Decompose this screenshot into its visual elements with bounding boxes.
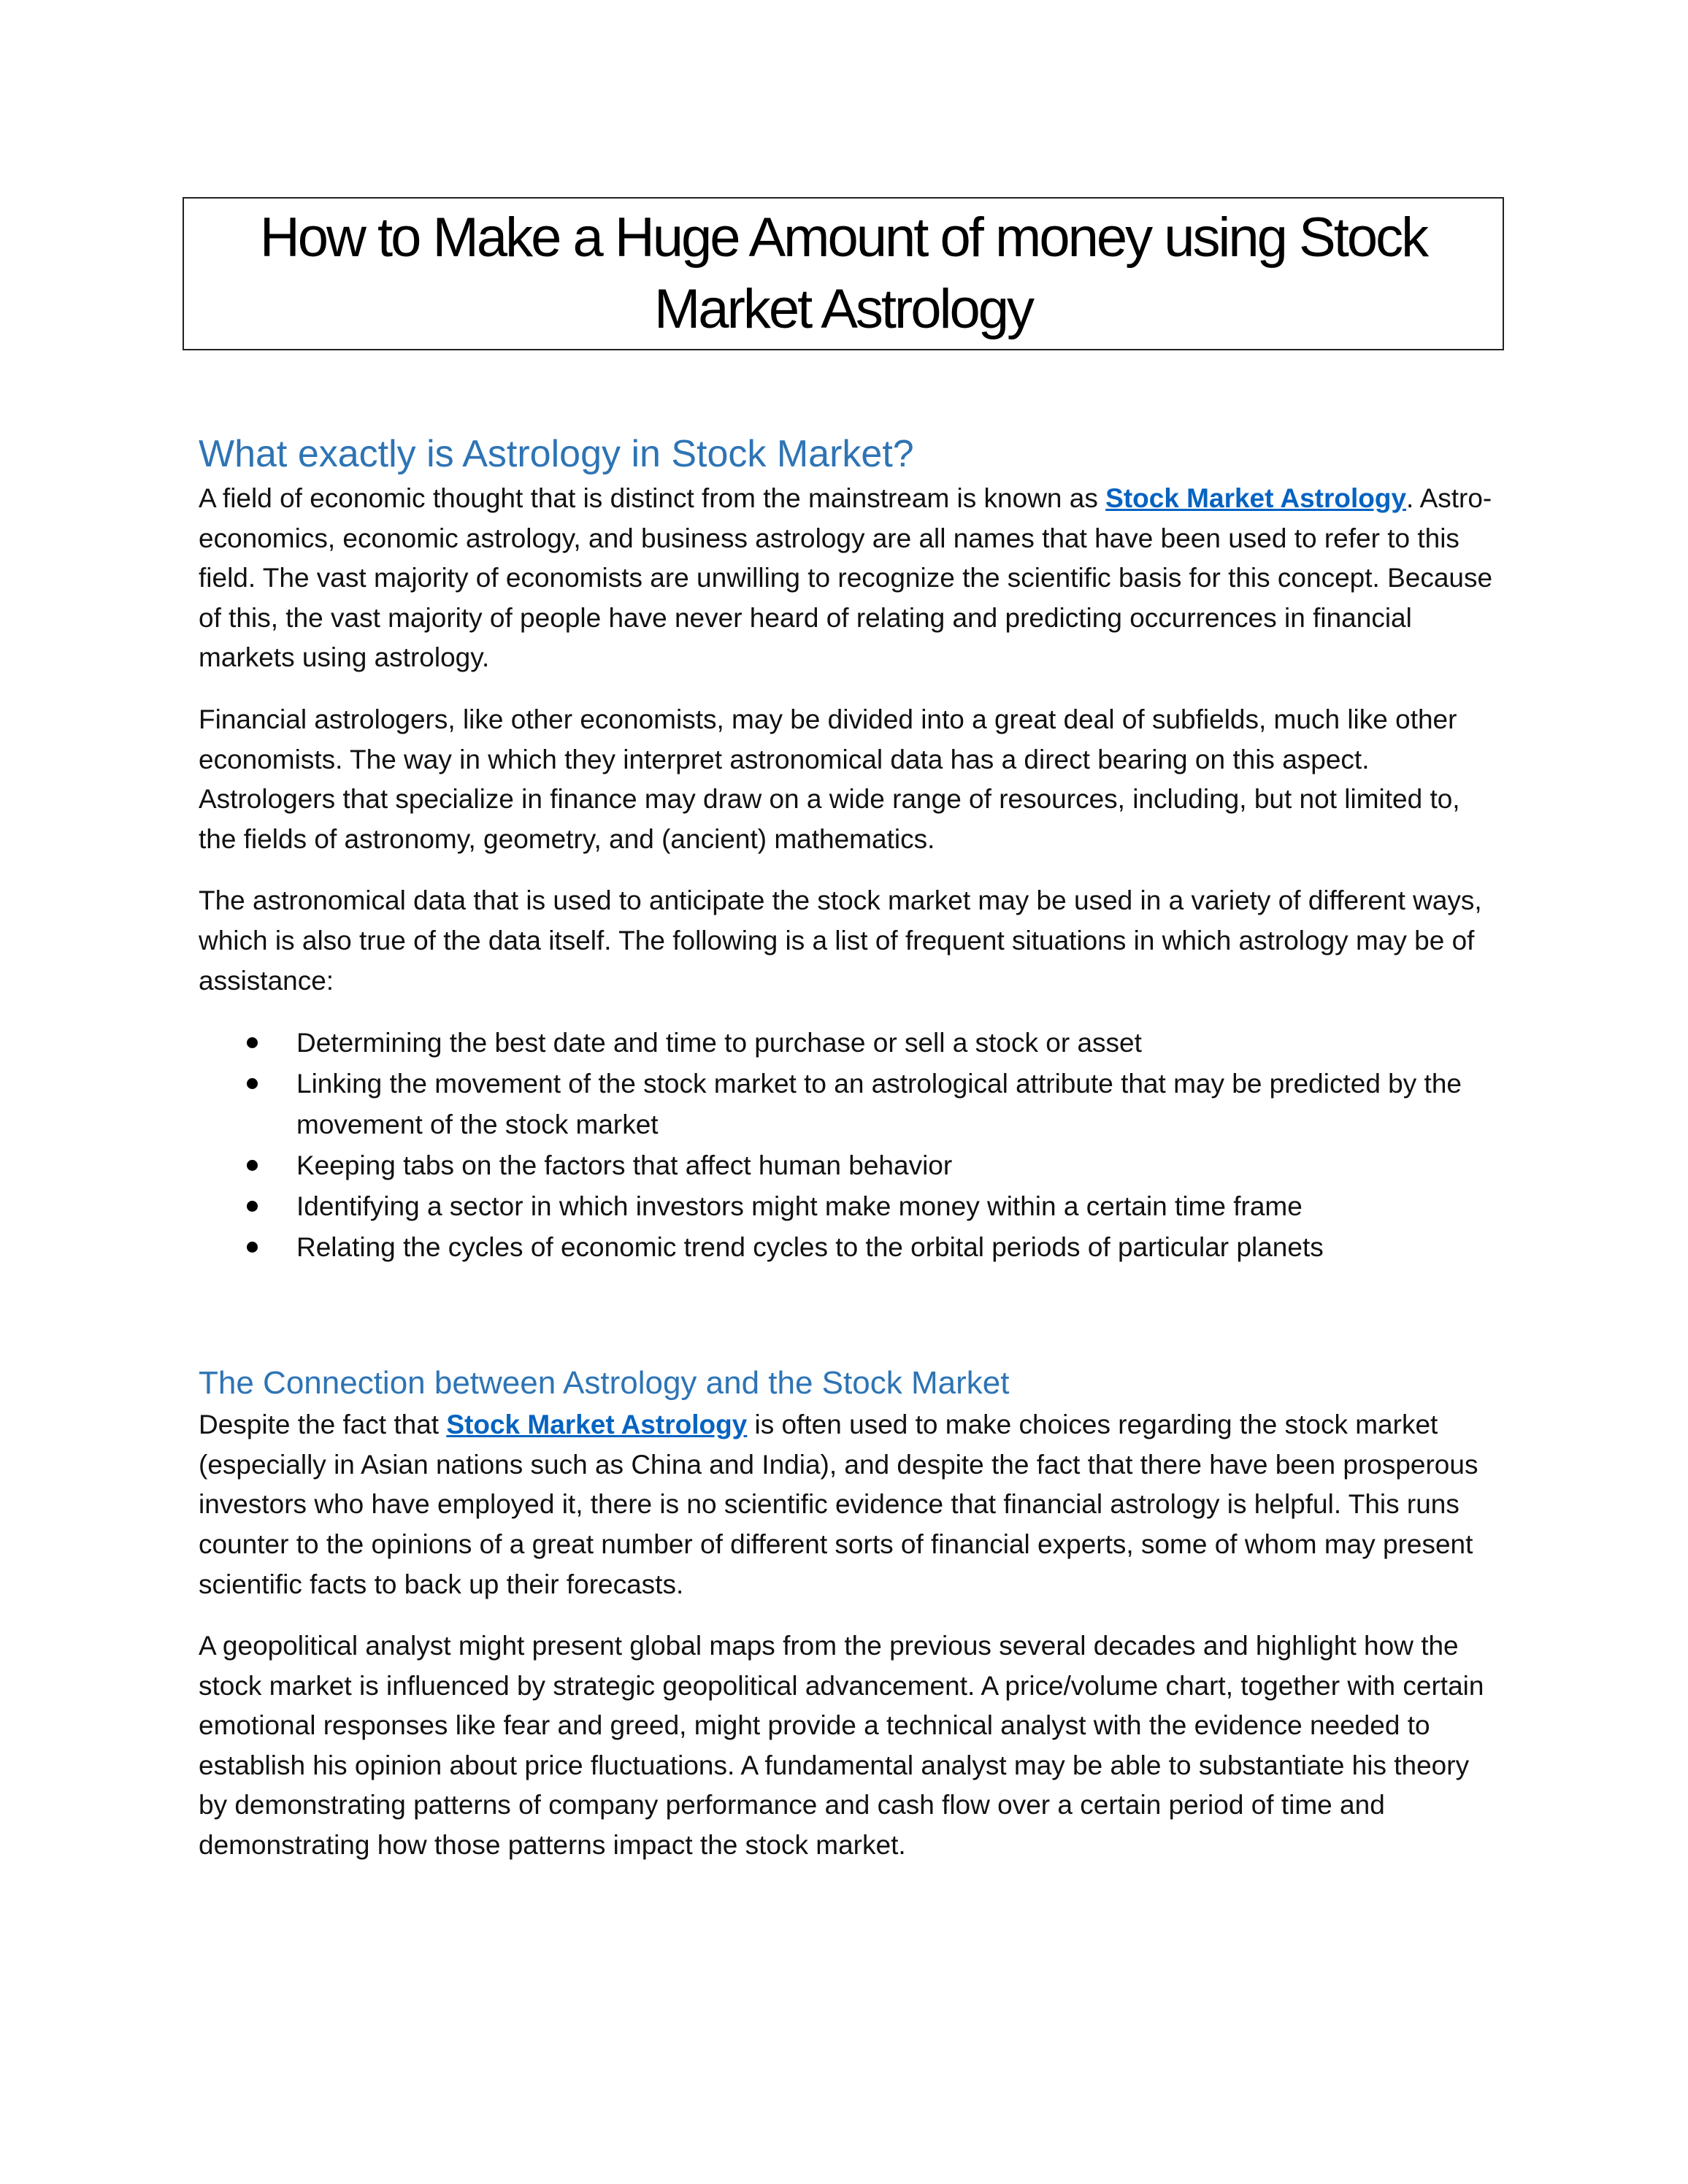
paragraph-financial-astrologers: Financial astrologers, like other economists, may be divided into a great deal of subfields, much like other economists. The way in which they interpret astronomical data has a direct bearing on this aspect. Astrologers that specialize in finance may draw on a wide range of resources, including, but not limited to, the fields of astronomy, geometry, and (ancient) mathematics. [199,704,1460,854]
paragraph-intro [199,479,1498,678]
list-item: Determining the best date and time to purchase or sell a stock or asset [199,1023,1498,1064]
bullet-icon [247,1160,258,1171]
section-heading-connection: The Connection between Astrology and the Stock Market [199,1365,1010,1401]
list-item: Relating the cycles of economic trend cycles to the orbital periods of particular planets [199,1227,1498,1268]
paragraph-connection-text-end: is often used to make choices regarding the stock market (especially in Asian nations such as China and India), and despite the fact that there have been prosperous investors who have employed it, there is no scientific evidence that financial astrology is helpful. This runs counter to the opinions of a great number of different sorts of financial experts, some of whom may present scientific facts to back up their forecasts. [199,1410,1478,1599]
bullet-icon [247,1078,258,1089]
bullet-icon [247,1201,258,1212]
bullet-icon [247,1242,258,1253]
document-title-line-2: Market Astrology [654,278,1032,340]
paragraph-intro-text-start: A field of economic thought that is distinct from the mainstream is known as [199,483,1106,513]
stock-market-astrology-link[interactable]: Stock Market Astrology [446,1410,748,1440]
paragraph-astronomical-data: The astronomical data that is used to anticipate the stock market may be used in a variety of different ways, which is also true of the data itself. The following is a list of frequent situations in which astrology may be of assistance: [199,885,1482,996]
list-item: Linking the movement of the stock market to an astrological attribute that may be predicted by the movement of the stock market [199,1064,1498,1145]
title-box [183,197,1504,350]
stock-market-astrology-link[interactable]: Stock Market Astrology [1105,483,1407,513]
paragraph-analysts: A geopolitical analyst might present global maps from the previous several decades and highlight how the stock market is influenced by strategic geopolitical advancement. A price/volume chart, together with certain emotional responses like fear and greed, might provide a technical analyst with the evidence needed to establish his opinion about price fluctuations. A fundamental analyst may be able to substantiate his theory by demonstrating patterns of company performance and cash flow over a certain period of time and demonstrating how those patterns impact the stock market. [199,1631,1484,1861]
paragraph-connection-text-start: Despite the fact that [199,1410,447,1440]
document-body [199,429,1498,1866]
paragraph-intro-text-end: . Astro-economics, economic astrology, and business astrology are all names that have been used to refer to this field. The vast majority of economists are unwilling to recognize the scientific basis for this concept. Because of this, the vast majority of people have never heard of relating and predicting occurrences in financial markets using astrology. [199,483,1493,673]
section-heading-what-is-astrology: What exactly is Astrology in Stock Market? [199,433,914,475]
list-item: Identifying a sector in which investors might make money within a certain time frame [199,1186,1498,1227]
bullet-icon [247,1037,258,1048]
document-title-line-1: How to Make a Huge Amount of money using Stock [259,207,1427,269]
list-item: Keeping tabs on the factors that affect human behavior [199,1145,1498,1186]
paragraph-connection [199,1405,1498,1604]
bullet-list [199,1023,1498,1268]
